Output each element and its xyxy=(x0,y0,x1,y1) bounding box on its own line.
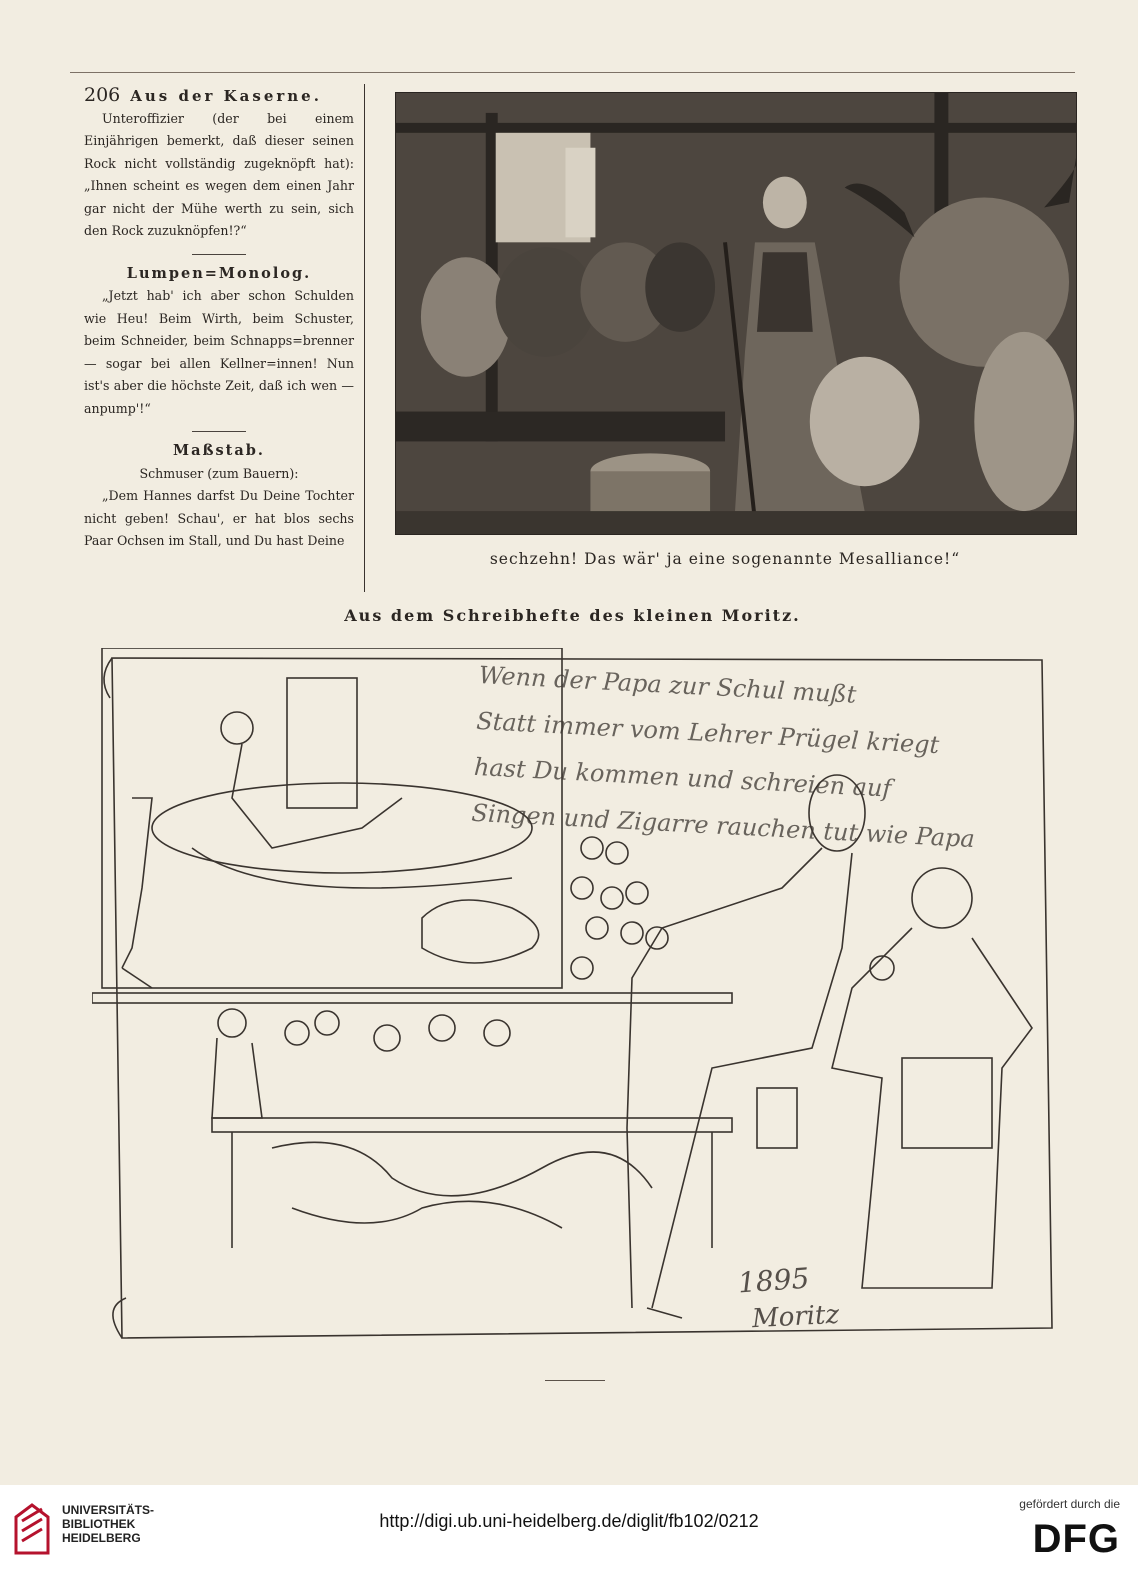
handwriting-line: Wenn der Papa zur Schul mußt xyxy=(478,660,858,709)
bottom-rule xyxy=(545,1380,605,1381)
page-header xyxy=(84,84,354,108)
column-divider xyxy=(364,84,365,592)
story3-intro: Schmuser (zum Bauern): xyxy=(139,465,299,481)
story3-text: „Dem Hannes darfst Du Deine Tochter nicht geben! Schau', er hat blos sechs Paar Ochsen im Stall, und Du hast Deine xyxy=(84,488,354,548)
page-number: 206 xyxy=(84,84,121,106)
viewer-footer xyxy=(0,1485,1138,1569)
story1-text: Unteroffizier (der bei einem Einjährigen bemerkt, daß dieser seinen Rock nicht vollständig zugeknöpft hat): „Ihnen scheint es wegen dem einen Jahr gar nicht der Mühe werth zu sein, sich den Rock zuzuknöpfen!?“ xyxy=(84,110,354,238)
handwriting-line: Singen und Zigarre rauchen tut wie Papa xyxy=(470,798,976,854)
story2-text: „Jetzt hab' ich aber schon Schulden wie Heu! Beim Wirth, beim Schuster, beim Schneider, beim Schnapps=brenner — sogar bei allen Kellner=innen! Nun ist's aber die höchste Zeit, daß ich wen — anpump'!“ xyxy=(84,288,354,416)
sketch-signature: Moritz xyxy=(751,1299,840,1335)
divider xyxy=(192,254,246,255)
story1-title: Aus der Kaserne. xyxy=(130,87,322,105)
dfg-logo: DFG xyxy=(1032,1517,1120,1561)
library-name: UNIVERSITÄTS- BIBLIOTHEK HEIDELBERG xyxy=(62,1503,155,1545)
section-title: Aus dem Schreibhefte des kleinen Moritz. xyxy=(344,606,801,625)
engraving-caption: sechzehn! Das wär' ja eine sogenannte Mesalliance!“ xyxy=(489,550,961,568)
story3-title: Maßstab. xyxy=(173,442,265,459)
top-rule xyxy=(70,72,1075,73)
sketch-year: 1895 xyxy=(736,1261,811,1300)
funding-note: gefördert durch die xyxy=(1019,1497,1120,1511)
cowshed-engraving xyxy=(395,92,1077,535)
handwriting-line: hast Du kommen und schreien auf xyxy=(473,752,893,803)
sketch-handwriting xyxy=(470,652,999,863)
left-text-column xyxy=(84,84,354,553)
divider xyxy=(192,431,246,432)
source-url-link[interactable]: http://digi.ub.uni-heidelberg.de/diglit/fb102/0212 xyxy=(379,1511,759,1531)
story2-title: Lumpen=Monolog. xyxy=(126,264,312,282)
cowshed-illustration xyxy=(396,93,1076,534)
handwriting-line: Statt immer vom Lehrer Prügel kriegt xyxy=(475,706,940,760)
